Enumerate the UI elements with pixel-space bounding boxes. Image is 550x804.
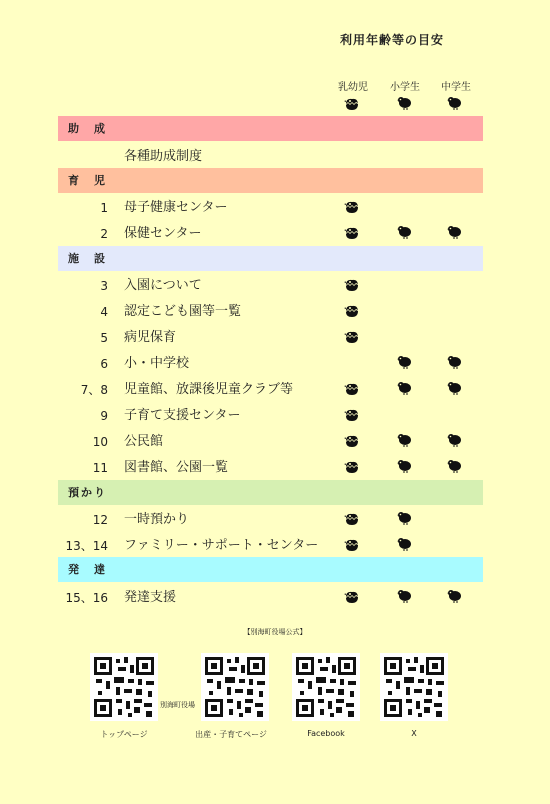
- table-row: [58, 431, 483, 453]
- chick-icon: [446, 225, 462, 239]
- qr-code-icon: [296, 657, 356, 717]
- qr-code-icon: [205, 657, 265, 717]
- section-label: 助 成: [68, 122, 107, 135]
- chick-icon: [396, 537, 412, 551]
- chick-egg-icon: [344, 407, 360, 421]
- qr-caption-facebook: Facebook: [307, 729, 345, 738]
- qr-caption-top-page: トップページ: [100, 730, 148, 739]
- chick-egg-icon: [344, 199, 360, 213]
- table-row: [58, 379, 483, 401]
- row-label: 児童館、放課後児童クラブ等: [124, 382, 294, 397]
- section-azukari: [58, 480, 483, 505]
- row-label: 入園について: [124, 278, 202, 293]
- town-office-label: 別海町役場: [160, 701, 195, 709]
- chick-egg-icon: [344, 329, 360, 343]
- qr-code-childcare-page[interactable]: [201, 653, 269, 721]
- row-number: 11: [92, 461, 108, 475]
- qr-caption-childcare-page: 出産・子育てページ: [195, 730, 267, 739]
- chick-icon: [396, 589, 412, 603]
- row-label: 一時預かり: [124, 512, 190, 527]
- row-label: 小・中学校: [124, 356, 190, 371]
- section-label: 預かり: [68, 486, 107, 499]
- age-column-junior: 中学生: [441, 82, 471, 93]
- chick-icon: [396, 459, 412, 473]
- table-row: [58, 327, 483, 349]
- row-number: 10: [92, 435, 108, 449]
- table-row: [58, 146, 483, 168]
- table-row: [58, 535, 483, 557]
- section-label: 発 達: [68, 563, 107, 576]
- section-ikuji: [58, 168, 483, 193]
- chick-icon: [446, 96, 462, 110]
- age-guide-title: 利用年齢等の目安: [340, 33, 445, 47]
- age-column-infant: 乳幼児: [338, 82, 368, 93]
- chick-egg-icon: [344, 225, 360, 239]
- table-row: [58, 301, 483, 323]
- chick-egg-icon: [344, 589, 360, 603]
- row-number: 12: [92, 513, 108, 527]
- row-label: 図書館、公園一覧: [124, 460, 229, 475]
- row-label: 公民館: [124, 434, 164, 449]
- chick-egg-icon: [344, 96, 360, 110]
- chick-icon: [446, 459, 462, 473]
- row-number: 2: [100, 227, 108, 241]
- table-row: [58, 353, 483, 375]
- row-label: 子育て支援センター: [124, 408, 241, 423]
- table-row: [58, 457, 483, 479]
- row-number: 15、16: [65, 591, 108, 605]
- chick-icon: [396, 511, 412, 525]
- table-row: [58, 197, 483, 219]
- row-label: 各種助成制度: [124, 149, 203, 164]
- row-number: 13、14: [65, 539, 108, 553]
- chick-icon: [396, 381, 412, 395]
- chick-egg-icon: [344, 433, 360, 447]
- row-label: 認定こども園等一覧: [124, 304, 242, 319]
- row-number: 9: [100, 409, 108, 423]
- row-number: 3: [100, 279, 108, 293]
- qr-code-icon: [384, 657, 444, 717]
- table-row: [58, 275, 483, 297]
- chick-icon: [446, 589, 462, 603]
- chick-icon: [396, 433, 412, 447]
- chick-egg-icon: [344, 537, 360, 551]
- chick-icon: [446, 433, 462, 447]
- table-row: [58, 587, 483, 609]
- chick-egg-icon: [344, 381, 360, 395]
- row-number: 4: [100, 305, 108, 319]
- row-label: 病児保育: [124, 330, 177, 345]
- chick-icon: [446, 381, 462, 395]
- qr-code-facebook[interactable]: [292, 653, 360, 721]
- chick-icon: [446, 355, 462, 369]
- table-row: [58, 223, 483, 245]
- row-label: 母子健康センター: [124, 200, 228, 215]
- section-shisetsu: [58, 246, 483, 271]
- qr-caption-x: X: [411, 729, 417, 738]
- section-label: 施 設: [68, 252, 107, 265]
- footer-heading: 【別海町役場公式】: [243, 628, 307, 636]
- age-column-elementary: 小学生: [390, 82, 420, 93]
- qr-code-top-page[interactable]: [90, 653, 158, 721]
- chick-icon: [396, 225, 412, 239]
- row-number: 7、8: [80, 383, 108, 397]
- row-number: 1: [100, 201, 108, 215]
- row-label: 保健センター: [124, 226, 202, 241]
- chick-egg-icon: [344, 277, 360, 291]
- row-label: 発達支援: [124, 590, 177, 605]
- chick-icon: [396, 355, 412, 369]
- row-number: 5: [100, 331, 108, 345]
- qr-code-icon: [94, 657, 154, 717]
- chick-egg-icon: [344, 511, 360, 525]
- row-label: ファミリー・サポート・センター: [124, 538, 319, 553]
- chick-egg-icon: [344, 303, 360, 317]
- section-josei: [58, 116, 483, 141]
- section-label: 育 児: [68, 174, 107, 187]
- chick-icon: [396, 96, 412, 110]
- qr-code-x[interactable]: [380, 653, 448, 721]
- table-row: [58, 509, 483, 531]
- chick-egg-icon: [344, 459, 360, 473]
- section-hattatsu: [58, 557, 483, 582]
- row-number: 6: [100, 357, 108, 371]
- table-row: [58, 405, 483, 427]
